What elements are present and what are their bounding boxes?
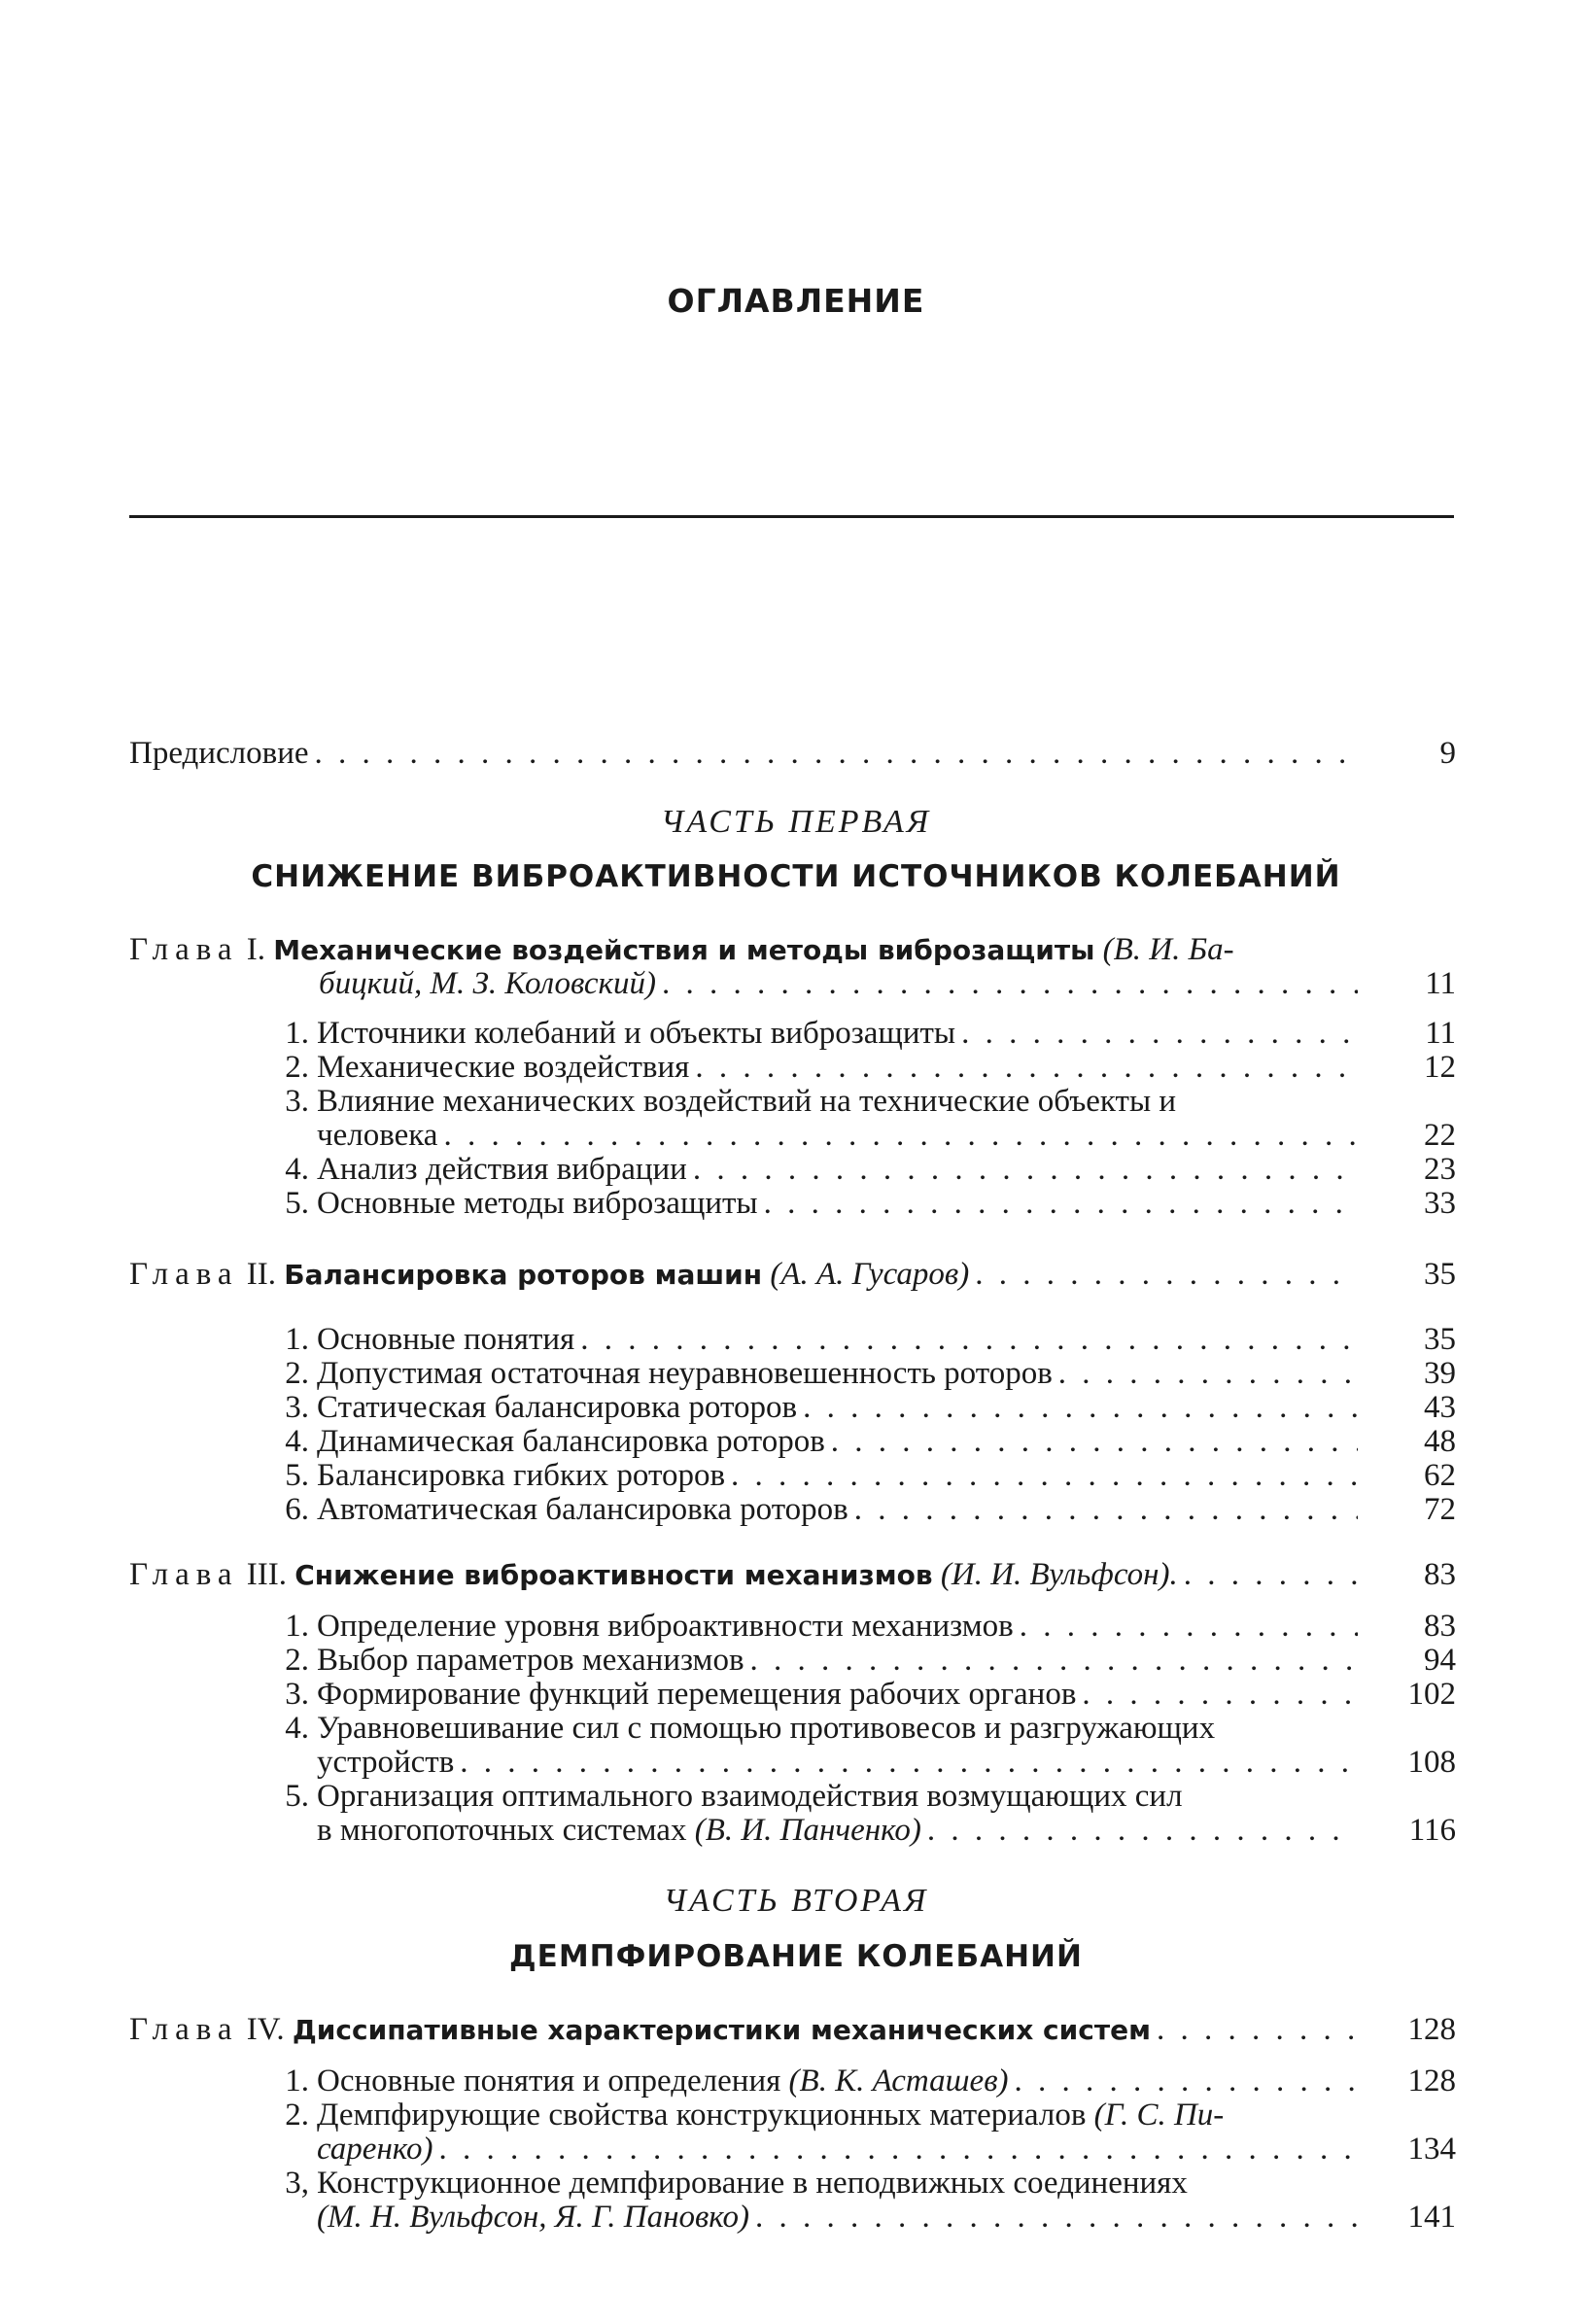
- toc-section[interactable]: [272, 2167, 1364, 2201]
- leader-dots: [927, 1814, 1358, 1848]
- page-number: 35: [1424, 1257, 1456, 1292]
- toc-section[interactable]: [272, 1391, 1364, 1425]
- section-title: Допустимая остаточная неуравновешенность роторов: [317, 1356, 1053, 1391]
- chapter-title: Диссипативные характеристики механических систем: [292, 2014, 1151, 2046]
- page-number: 48: [1424, 1424, 1456, 1459]
- leader-dots: [731, 1459, 1358, 1493]
- leader-dots: [1157, 2013, 1358, 2047]
- section-number: 1.: [285, 1016, 309, 1051]
- chapter-heading[interactable]: [129, 933, 1383, 967]
- leader-dots: [1184, 1558, 1358, 1592]
- section-title: Механические воздействия: [317, 1050, 690, 1085]
- chapter-authors: (В. И. Ба-: [1102, 932, 1234, 967]
- chapter-heading[interactable]: [129, 1558, 1364, 1592]
- section-number: 3,: [285, 2166, 309, 2201]
- part-label: ЧАСТЬ ВТОРАЯ: [663, 1883, 929, 1919]
- leader-dots: [1082, 1678, 1358, 1712]
- page-number: 11: [1425, 966, 1456, 1001]
- leader-dots: [975, 1258, 1358, 1292]
- toc-section-cont[interactable]: [317, 1746, 1364, 1780]
- toc-section[interactable]: [272, 1459, 1364, 1493]
- page-number: 35: [1424, 1322, 1456, 1357]
- chapter-prefix: Глава: [129, 2012, 239, 2047]
- toc-section[interactable]: [272, 2064, 1364, 2099]
- page-number: 134: [1407, 2132, 1456, 2167]
- section-number: 3.: [285, 1084, 309, 1119]
- chapter-number: II.: [246, 1257, 276, 1292]
- leader-dots: [1015, 2064, 1358, 2099]
- leader-dots: [662, 967, 1358, 1001]
- leader-dots: [460, 1746, 1358, 1780]
- section-number: 5.: [285, 1779, 309, 1814]
- page-number: 23: [1424, 1152, 1456, 1187]
- section-title: Анализ действия вибрации: [317, 1152, 687, 1187]
- chapter-heading-cont[interactable]: [319, 967, 1364, 1001]
- section-number: 6.: [285, 1492, 309, 1527]
- leader-dots: [764, 1187, 1358, 1221]
- toc-section-cont[interactable]: [317, 1119, 1364, 1153]
- section-title: Формирование функций перемещения рабочих органов: [317, 1677, 1077, 1712]
- page-number: 62: [1424, 1458, 1456, 1493]
- page-number: 33: [1424, 1186, 1456, 1221]
- section-number: 2.: [285, 1050, 309, 1085]
- section-number: 1.: [285, 1609, 309, 1644]
- section-number: 4.: [285, 1152, 309, 1187]
- chapter-authors-cont: бицкий, М. З. Коловский): [319, 966, 656, 1001]
- section-title: Влияние механических воздействий на технические объекты и: [317, 1084, 1177, 1119]
- page-number: 22: [1424, 1118, 1456, 1153]
- chapter-authors: (А. А. Гусаров): [770, 1257, 970, 1292]
- section-title: Статическая балансировка роторов: [317, 1390, 798, 1425]
- part-title: СНИЖЕНИЕ ВИБРОАКТИВНОСТИ ИСТОЧНИКОВ КОЛЕБАНИЙ: [251, 859, 1341, 894]
- page-number: 128: [1407, 2012, 1456, 2047]
- section-title: Выбор параметров механизмов: [317, 1643, 744, 1678]
- leader-dots: [1058, 1357, 1358, 1391]
- page-number: 108: [1407, 1745, 1456, 1780]
- leader-dots: [315, 737, 1359, 771]
- toc-section[interactable]: [272, 2099, 1364, 2133]
- page-number: 83: [1424, 1557, 1456, 1592]
- toc-section[interactable]: [272, 1425, 1364, 1459]
- section-title-cont: в многопоточных системах: [317, 1813, 687, 1848]
- chapter-heading[interactable]: [129, 2013, 1364, 2047]
- page-number: 116: [1408, 1813, 1456, 1848]
- section-number: 1.: [285, 1322, 309, 1357]
- section-title: Организация оптимального взаимодействия возмущающих сил: [317, 1779, 1183, 1814]
- page-number: 83: [1424, 1609, 1456, 1644]
- header-rule: [129, 515, 1454, 518]
- chapter-title: Балансировка роторов машин: [284, 1259, 763, 1291]
- chapter-prefix: Глава: [129, 932, 239, 967]
- leader-dots: [1020, 1610, 1358, 1644]
- section-number: 3.: [285, 1390, 309, 1425]
- toc-section[interactable]: [272, 1610, 1364, 1644]
- chapter-title: Снижение виброактивности механизмов: [294, 1559, 933, 1591]
- chapter-prefix: Глава: [129, 1257, 239, 1292]
- toc-section-cont[interactable]: [317, 2133, 1364, 2167]
- toc-section[interactable]: [272, 1493, 1364, 1527]
- chapter-prefix: Глава: [129, 1557, 239, 1592]
- toc-section-cont[interactable]: [317, 1814, 1364, 1848]
- leader-dots: [831, 1425, 1358, 1459]
- section-title: Конструкционное демпфирование в неподвижных соединениях: [317, 2166, 1188, 2201]
- section-title: Демпфирующие свойства конструкционных материалов: [317, 2098, 1087, 2133]
- section-title: Основные методы виброзащиты: [317, 1186, 758, 1221]
- toc-section[interactable]: [272, 1187, 1364, 1221]
- section-number: 2.: [285, 1356, 309, 1391]
- page-number: 128: [1407, 2064, 1456, 2099]
- toc-section[interactable]: [272, 1712, 1364, 1746]
- leader-dots: [854, 1493, 1358, 1527]
- page-number: 43: [1424, 1390, 1456, 1425]
- section-authors: (В. К. Асташев): [788, 2064, 1009, 2099]
- section-number: 4.: [285, 1711, 309, 1746]
- toc-section[interactable]: [272, 1780, 1364, 1814]
- page-title: ОГЛАВЛЕНИЕ: [667, 282, 925, 320]
- page-number: 94: [1424, 1643, 1456, 1678]
- section-title: Определение уровня виброактивности механизмов: [317, 1609, 1014, 1644]
- section-title: Балансировка гибких роторов: [317, 1458, 726, 1493]
- chapter-heading[interactable]: [129, 1258, 1364, 1292]
- section-number: 5.: [285, 1458, 309, 1493]
- section-authors: (В. И. Панченко): [694, 1813, 921, 1848]
- toc-section[interactable]: [272, 1357, 1364, 1391]
- section-authors-cont: саренко): [317, 2132, 433, 2167]
- page-number: 9: [1439, 736, 1456, 771]
- section-title: Основные понятия и определения: [317, 2064, 781, 2099]
- leader-dots: [750, 1644, 1358, 1678]
- leader-dots: [695, 1051, 1358, 1085]
- page-number: 39: [1424, 1356, 1456, 1391]
- part-label: ЧАСТЬ ПЕРВАЯ: [660, 804, 932, 840]
- section-number: 2.: [285, 1643, 309, 1678]
- toc-entry-preface[interactable]: [129, 737, 1364, 771]
- toc-section-cont[interactable]: [317, 2201, 1364, 2235]
- section-number: 3.: [285, 1677, 309, 1712]
- leader-dots: [443, 1119, 1358, 1153]
- page-number: 141: [1407, 2200, 1456, 2235]
- leader-dots: [438, 2133, 1358, 2167]
- toc-section[interactable]: [272, 1153, 1364, 1187]
- toc-section[interactable]: [272, 1644, 1364, 1678]
- page-number: 12: [1424, 1050, 1456, 1085]
- section-authors: (М. Н. Вульфсон, Я. Г. Пановко): [317, 2200, 749, 2235]
- leader-dots: [961, 1017, 1358, 1051]
- leader-dots: [580, 1323, 1358, 1357]
- toc-section[interactable]: [272, 1678, 1364, 1712]
- chapter-title: Механические воздействия и методы виброзащиты: [273, 934, 1095, 966]
- chapter-number: III.: [246, 1557, 287, 1592]
- chapter-number: I.: [246, 932, 266, 967]
- leader-dots: [755, 2201, 1358, 2235]
- section-title-cont: устройств: [317, 1745, 455, 1780]
- toc-section[interactable]: [272, 1017, 1364, 1051]
- section-number: 2.: [285, 2098, 309, 2133]
- leader-dots: [693, 1153, 1358, 1187]
- entry-title: Предисловие: [129, 736, 309, 771]
- leader-dots: [803, 1391, 1358, 1425]
- section-number: 4.: [285, 1424, 309, 1459]
- toc-section[interactable]: [272, 1085, 1364, 1119]
- section-title: Основные понятия: [317, 1322, 575, 1357]
- section-title: Динамическая балансировка роторов: [317, 1424, 825, 1459]
- section-authors: (Г. С. Пи-: [1093, 2098, 1225, 2133]
- page-number: 102: [1407, 1677, 1456, 1712]
- section-number: 5.: [285, 1186, 309, 1221]
- page-number: 11: [1425, 1016, 1456, 1051]
- chapter-number: IV.: [246, 2012, 285, 2047]
- chapter-authors: (И. И. Вульфсон).: [940, 1557, 1178, 1592]
- toc-section[interactable]: [272, 1323, 1364, 1357]
- section-title: Автоматическая балансировка роторов: [317, 1492, 848, 1527]
- section-title-cont: человека: [317, 1118, 438, 1153]
- part-title: ДЕМПФИРОВАНИЕ КОЛЕБАНИЙ: [509, 1939, 1083, 1974]
- page-number: 72: [1424, 1492, 1456, 1527]
- section-number: 1.: [285, 2064, 309, 2099]
- section-title: Уравновешивание сил с помощью противовесов и разгружающих: [317, 1711, 1216, 1746]
- section-title: Источники колебаний и объекты виброзащиты: [317, 1016, 956, 1051]
- toc-section[interactable]: [272, 1051, 1364, 1085]
